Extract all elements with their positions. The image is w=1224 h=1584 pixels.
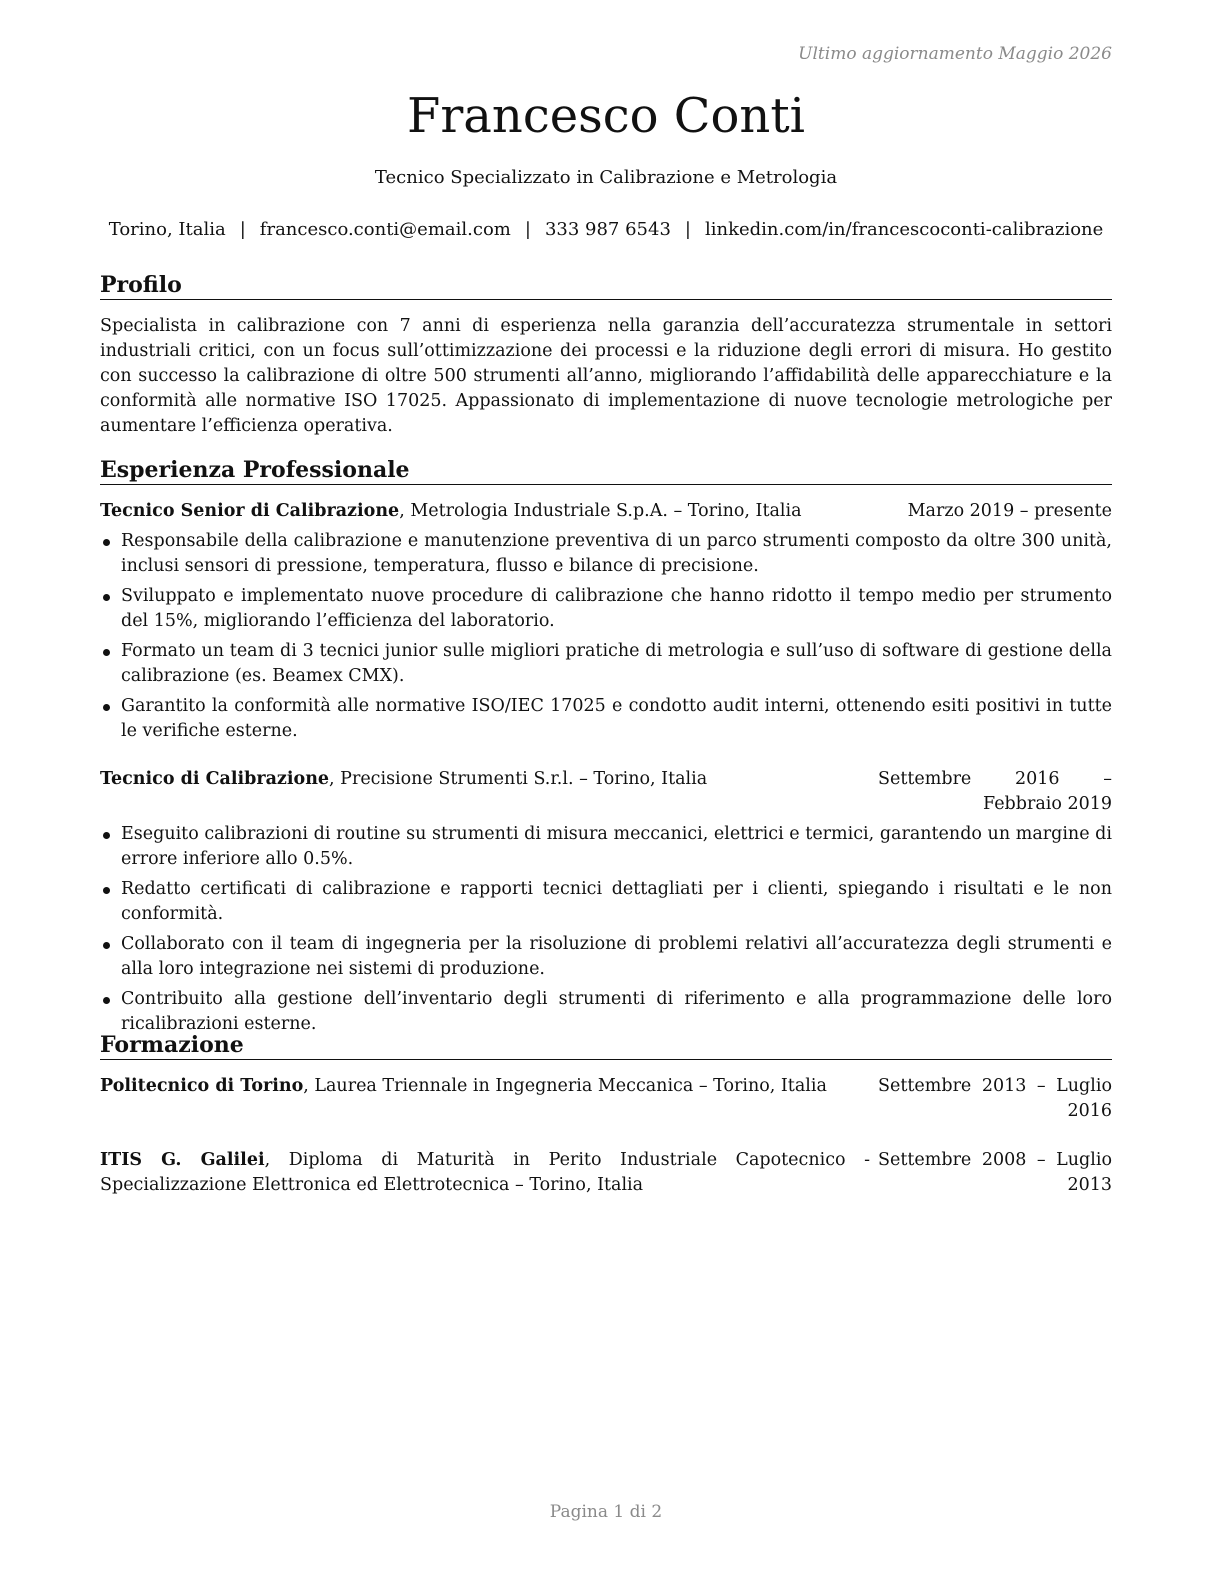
bullet-icon	[103, 887, 110, 894]
job-bullets	[100, 529, 1112, 749]
job-title-line	[100, 767, 878, 817]
education-school: ITIS G. Galilei	[100, 1150, 265, 1170]
bullet-icon	[103, 594, 110, 601]
list-item	[100, 639, 1112, 689]
resume-page	[100, 0, 1112, 1584]
job-dates: Settembre 2016 – Febbraio 2019	[878, 769, 1112, 814]
bullet-icon	[103, 649, 110, 656]
contact-location: Torino, Italia	[108, 219, 226, 240]
education-dates: Settembre 2008 – Luglio 2013	[878, 1150, 1112, 1195]
bullet-text: Contribuito alla gestione dell’inventario degli strumenti di riferimento e alla programmazione delle loro ricalibrazioni esterne.	[121, 989, 1112, 1034]
bullet-icon	[103, 539, 110, 546]
contact-linkedin[interactable]: linkedin.com/in/francescoconti-calibrazione	[704, 219, 1104, 240]
section-heading-profile: Profilo	[100, 271, 1112, 300]
bullet-text: Collaborato con il team di ingegneria per la risoluzione di problemi relativi all’accuratezza degli strumenti e alla loro integrazione nei sistemi di produzione.	[121, 934, 1112, 979]
job-header	[100, 767, 1112, 817]
contact-email[interactable]: francesco.conti@email.com	[259, 219, 511, 240]
job-dates: Marzo 2019 – presente	[907, 501, 1112, 521]
education-title-line	[100, 1148, 878, 1198]
bullet-text: Garantito la conformità alle normative ISO/IEC 17025 e condotto audit interni, ottenendo esiti positivi in tutte le verifiche esterne.	[121, 696, 1112, 741]
section-heading-experience: Esperienza Professionale	[100, 456, 1112, 485]
bullet-text: Responsabile della calibrazione e manutenzione preventiva di un parco strumenti composto da oltre 300 unità, inclusi sensori di pressione, temperatura, flusso e bilance di precisione.	[121, 531, 1112, 576]
candidate-name: Francesco Conti	[407, 88, 805, 144]
education-detail: , Laurea Triennale in Ingegneria Meccanica – Torino, Italia	[303, 1076, 827, 1096]
page-number: Pagina 1 di 2	[549, 1502, 663, 1522]
job-header	[100, 499, 1112, 524]
profile-text: Specialista in calibrazione con 7 anni di esperienza nella garanzia dell’accuratezza strumentale in settori industriali critici, con un focus sull’ottimizzazione dei processi e la riduzione degli errori di misura. Ho gestito con successo la calibrazione di oltre 500 strumenti all’anno, migliorando l’affidabilità delle apparecchiature e la conformità alle normative ISO 17025. Appassionato di implementazione di nuove tecnologie metrologiche per aumentare l’efficienza operativa.	[100, 316, 1112, 436]
job-company: , Precisione Strumenti S.r.l. – Torino, Italia	[329, 769, 708, 789]
bullet-text: Eseguito calibrazioni di routine su strumenti di misura meccanici, elettrici e termici, garantendo un margine di errore inferiore allo 0.5%.	[121, 824, 1112, 869]
contact-separator: |	[524, 219, 531, 240]
bullet-icon	[103, 942, 110, 949]
list-item	[100, 932, 1112, 982]
job-bullets	[100, 822, 1112, 1042]
candidate-title: Tecnico Specializzato in Calibrazione e Metrologia	[374, 167, 838, 188]
bullet-icon	[103, 997, 110, 1004]
last-updated-note: Ultimo aggiornamento Maggio 2026	[798, 44, 1112, 64]
bullet-text: Sviluppato e implementato nuove procedure di calibrazione che hanno ridotto il tempo medio per strumento del 15%, migliorando l’efficienza del laboratorio.	[121, 586, 1112, 631]
job-company: , Metrologia Industriale S.p.A. – Torino, Italia	[399, 501, 802, 521]
contact-line	[100, 219, 1112, 240]
contact-phone[interactable]: 333 987 6543	[544, 219, 671, 240]
contact-separator: |	[239, 219, 246, 240]
list-item	[100, 529, 1112, 579]
education-entry	[100, 1148, 1112, 1198]
bullet-icon	[103, 832, 110, 839]
list-item	[100, 877, 1112, 927]
list-item	[100, 822, 1112, 872]
job-title-line	[100, 499, 908, 524]
job-role: Tecnico di Calibrazione	[100, 769, 330, 789]
bullet-icon	[103, 704, 110, 711]
bullet-text: Formato un team di 3 tecnici junior sulle migliori pratiche di metrologia e sull’uso di software di gestione della calibrazione (es. Beamex CMX).	[121, 641, 1112, 686]
section-heading-education: Formazione	[100, 1031, 1112, 1060]
education-dates: Settembre 2013 – Luglio 2016	[878, 1076, 1112, 1121]
education-entry	[100, 1074, 1112, 1124]
list-item	[100, 987, 1112, 1037]
education-school: Politecnico di Torino	[100, 1076, 304, 1096]
list-item	[100, 694, 1112, 744]
job-role: Tecnico Senior di Calibrazione	[100, 501, 400, 521]
education-title-line	[100, 1074, 878, 1124]
education-detail: , Diploma di Maturità in Perito Industriale Capotecnico - Specializzazione Elettronica ed Elettrotecnica – Torino, Italia	[100, 1150, 870, 1195]
contact-separator: |	[684, 219, 691, 240]
list-item	[100, 584, 1112, 634]
bullet-text: Redatto certificati di calibrazione e rapporti tecnici dettagliati per i clienti, spiegando i risultati e le non conformità.	[121, 879, 1112, 924]
